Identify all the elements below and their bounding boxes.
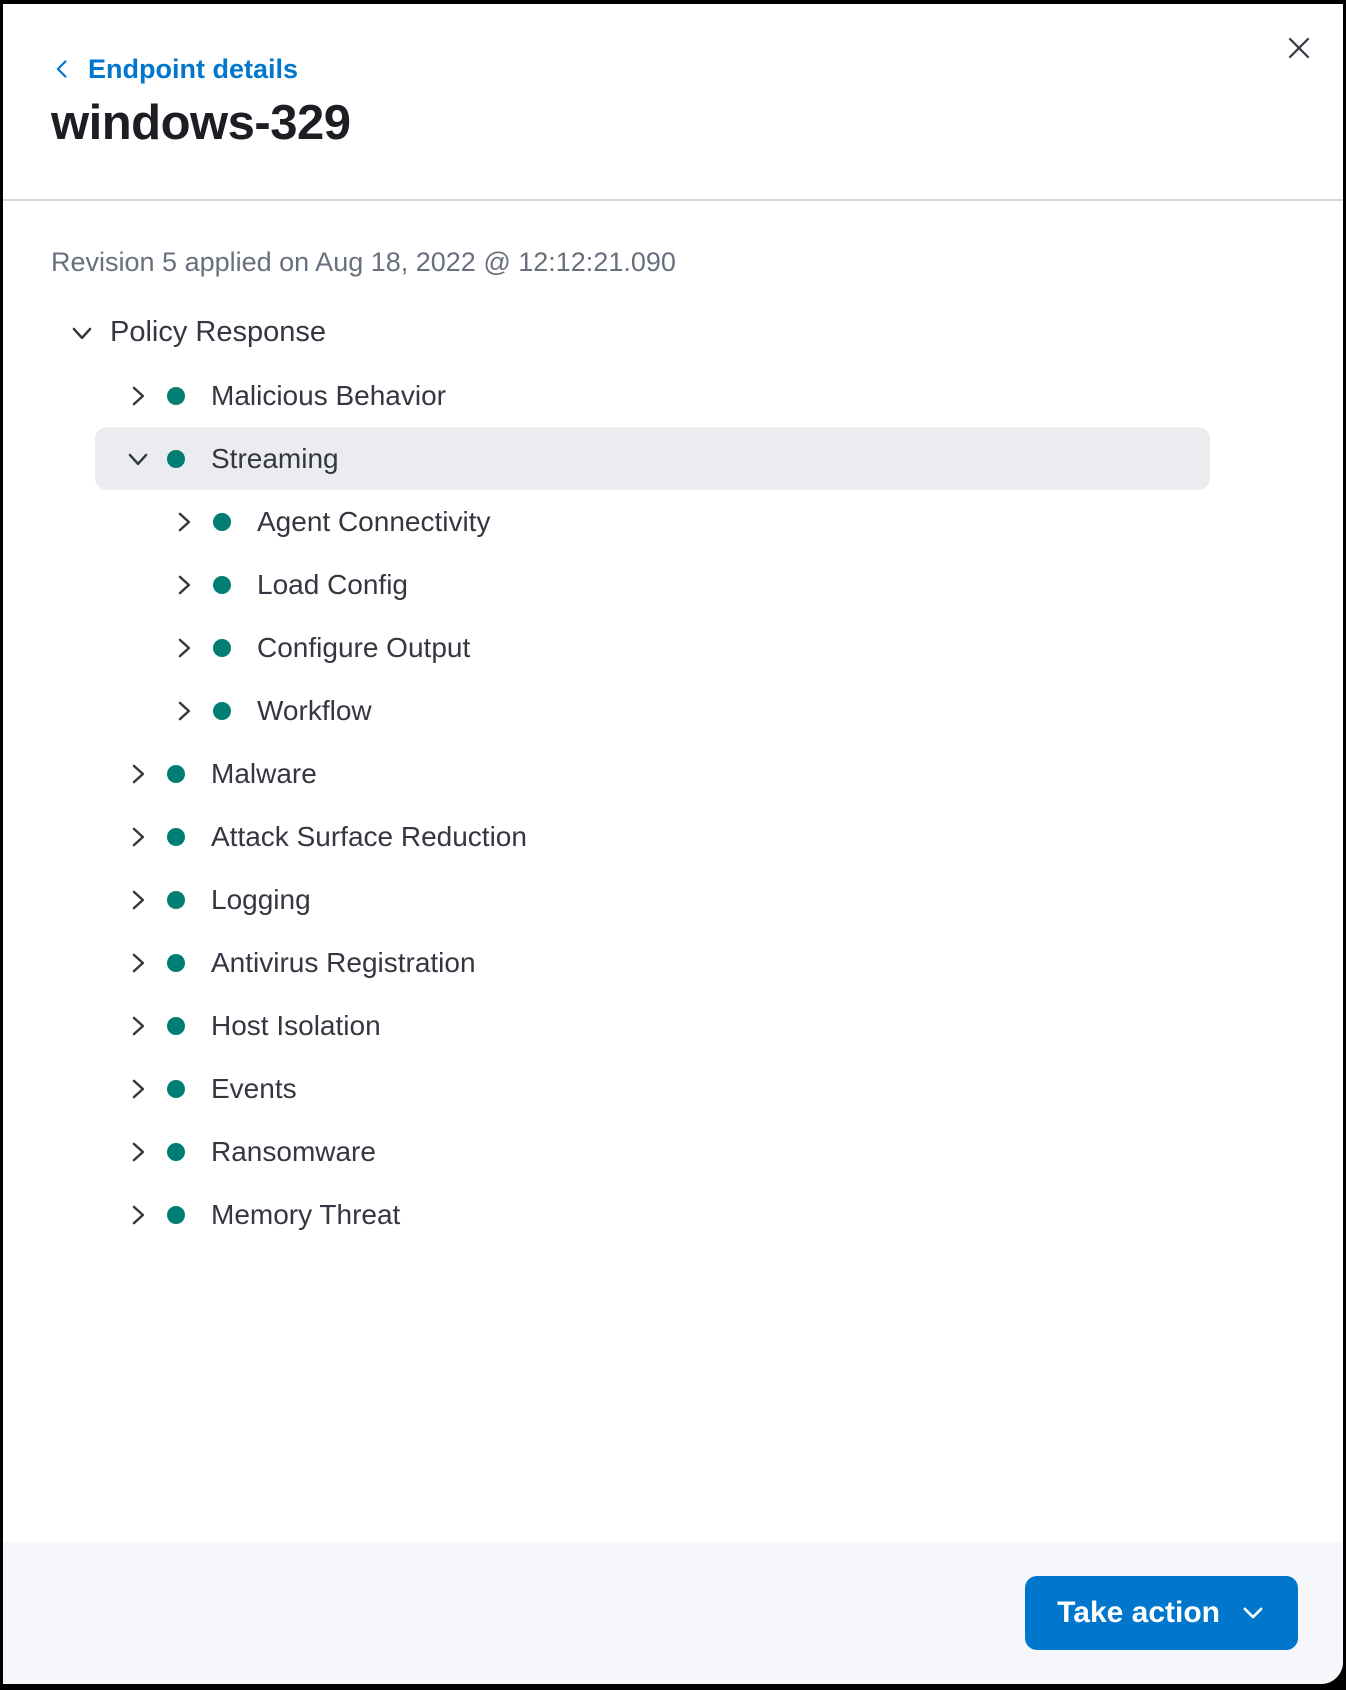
close-icon[interactable] (1279, 28, 1319, 68)
tree-item-antivirus-registration[interactable] (95, 931, 1210, 994)
tree-item-label: Malware (211, 757, 317, 789)
chevron-right-icon (125, 824, 151, 850)
status-dot-icon (167, 1080, 185, 1098)
tree-item-label: Workflow (257, 694, 372, 726)
chevron-right-icon (125, 1139, 151, 1165)
status-dot-icon (213, 702, 231, 720)
tree-item-label: Streaming (211, 442, 339, 474)
tree-item-configure-output[interactable] (95, 616, 1210, 679)
chevron-right-icon (125, 887, 151, 913)
tree-item-label: Attack Surface Reduction (211, 820, 527, 852)
status-dot-icon (167, 450, 185, 468)
policy-response-tree (3, 301, 1343, 1246)
tree-item-agent-connectivity[interactable] (95, 490, 1210, 553)
tree-item-label: Antivirus Registration (211, 946, 476, 978)
page-title: windows-329 (51, 96, 351, 150)
chevron-right-icon (171, 698, 197, 724)
status-dot-icon (167, 1017, 185, 1035)
revision-text: Revision 5 applied on Aug 18, 2022 @ 12:12:21.090 (51, 247, 676, 277)
tree-item-label: Load Config (257, 568, 409, 600)
chevron-down-icon (69, 320, 95, 346)
endpoint-details-flyout (3, 4, 1343, 1684)
tree-item-events[interactable] (95, 1057, 1210, 1120)
tree-item-load-config[interactable] (95, 553, 1210, 616)
chevron-down-icon (1240, 1600, 1266, 1626)
tree-item-logging[interactable] (95, 868, 1210, 931)
status-dot-icon (213, 639, 231, 657)
back-link-label: Endpoint details (88, 54, 299, 84)
tree-item-label: Host Isolation (211, 1009, 381, 1041)
chevron-right-icon (125, 761, 151, 787)
tree-item-memory-threat[interactable] (95, 1183, 1210, 1246)
status-dot-icon (167, 387, 185, 405)
tree-item-label: Malicious Behavior (211, 379, 446, 411)
tree-item-label: Configure Output (257, 631, 471, 663)
chevron-right-icon (125, 383, 151, 409)
chevron-right-icon (125, 1013, 151, 1039)
status-dot-icon (167, 954, 185, 972)
tree-item-label: Memory Threat (211, 1198, 401, 1230)
tree-item-label: Agent Connectivity (257, 505, 491, 537)
status-dot-icon (167, 1206, 185, 1224)
tree-root-label: Policy Response (110, 316, 326, 348)
status-dot-icon (213, 576, 231, 594)
take-action-button[interactable] (1025, 1576, 1298, 1650)
tree-item-ransomware[interactable] (95, 1120, 1210, 1183)
chevron-left-icon (51, 58, 73, 80)
tree-item-attack-surface-reduction[interactable] (95, 805, 1210, 868)
tree-items (3, 364, 1343, 1246)
flyout-body (3, 246, 1343, 1246)
tree-item-malicious-behavior[interactable] (95, 364, 1210, 427)
chevron-right-icon (171, 509, 197, 535)
chevron-down-icon (125, 446, 151, 472)
status-dot-icon (167, 891, 185, 909)
chevron-right-icon (125, 950, 151, 976)
chevron-right-icon (171, 635, 197, 661)
tree-root-policy-response[interactable] (3, 301, 1343, 364)
take-action-label: Take action (1057, 1596, 1220, 1629)
status-dot-icon (167, 828, 185, 846)
tree-item-label: Logging (211, 883, 311, 915)
status-dot-icon (167, 765, 185, 783)
tree-item-streaming[interactable] (95, 427, 1210, 490)
status-dot-icon (167, 1143, 185, 1161)
chevron-right-icon (125, 1202, 151, 1228)
flyout-header (3, 4, 1343, 201)
tree-item-host-isolation[interactable] (95, 994, 1210, 1057)
chevron-right-icon (125, 1076, 151, 1102)
chevron-right-icon (171, 572, 197, 598)
tree-item-label: Events (211, 1072, 297, 1104)
back-link[interactable] (51, 54, 298, 84)
tree-item-label: Ransomware (211, 1135, 376, 1167)
flyout-footer (3, 1542, 1343, 1684)
tree-item-workflow[interactable] (95, 679, 1210, 742)
status-dot-icon (213, 513, 231, 531)
tree-item-malware[interactable] (95, 742, 1210, 805)
